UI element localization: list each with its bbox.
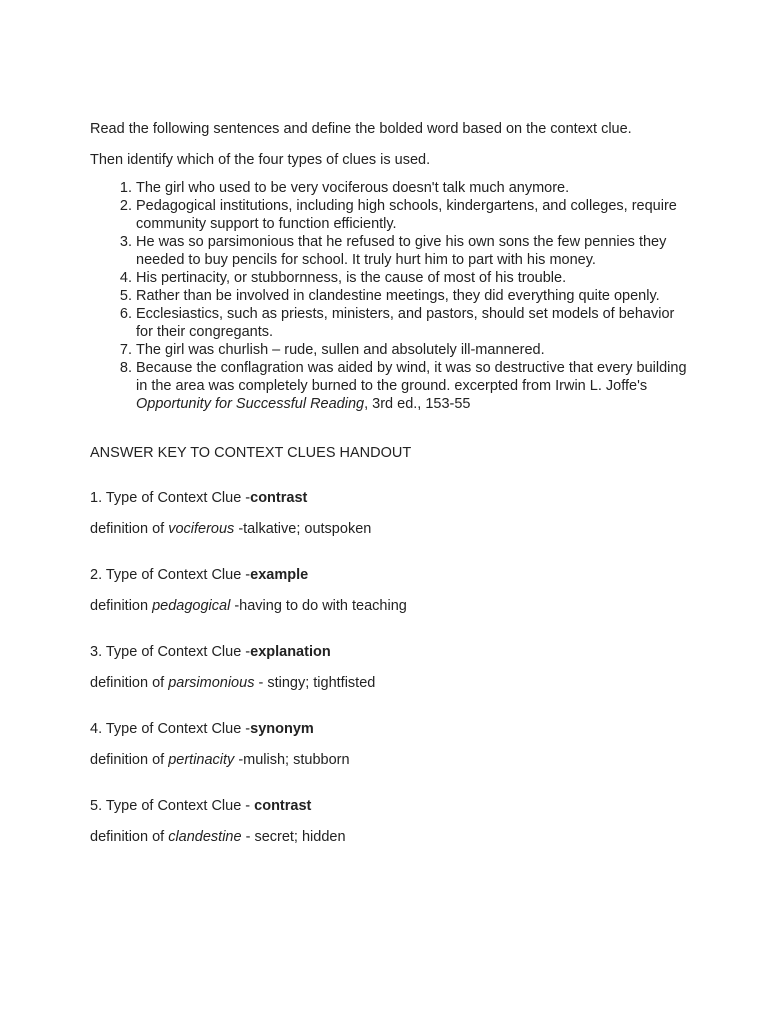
definition-text: -talkative; outspoken [234, 521, 372, 537]
clue-type-line [90, 642, 690, 662]
clue-type: contrast [250, 490, 308, 506]
answer-item [90, 796, 690, 847]
clue-type-line [90, 796, 690, 816]
clue-type-line [90, 565, 690, 585]
sentence-list [90, 179, 690, 413]
definition-line [90, 519, 690, 539]
definition-line [90, 673, 690, 693]
definition-prefix: definition of [90, 521, 169, 537]
vocab-word: pertinacity [168, 752, 235, 768]
sentence-item: 7. The girl was churlish – rude, sullen and absolutely ill-mannered. [136, 341, 690, 359]
definition-text: - secret; hidden [241, 829, 346, 845]
definition-text: - stingy; tightfisted [254, 675, 376, 691]
definition-line [90, 750, 690, 770]
definition-line [90, 596, 690, 616]
clue-type-line [90, 719, 690, 739]
clue-type: explanation [250, 644, 331, 660]
instructions-line-1: Read the following sentences and define the bolded word based on the context clue. [90, 121, 632, 137]
instructions-line-2: Then identify which of the four types of clues is used. [90, 152, 431, 168]
sentence-text: Because the conflagration was aided by wind, it was so destructive that every building in the area was completely burned to the ground. excerpted from Irwin L. Joffe's [136, 360, 687, 394]
answer-item [90, 565, 690, 616]
clue-type-prefix: 1. Type of Context Clue - [90, 490, 251, 506]
definition-prefix: definition of [90, 752, 169, 768]
vocab-word: parsimonious [168, 675, 255, 691]
definition-prefix: definition of [90, 675, 169, 691]
citation-suffix: , 3rd ed., 153-55 [364, 396, 471, 412]
clue-type-prefix: 2. Type of Context Clue - [90, 567, 251, 583]
definition-text: -having to do with teaching [230, 598, 407, 614]
definition-text: -mulish; stubborn [234, 752, 350, 768]
sentence-item: 2. Pedagogical institutions, including high schools, kindergartens, and colleges, require community support to function efficiently. [136, 197, 690, 233]
document-page [90, 119, 690, 847]
definition-prefix: definition of [90, 829, 169, 845]
clue-type: synonym [250, 721, 314, 737]
sentence-item: 3. He was so parsimonious that he refused to give his own sons the few pennies they needed to buy pencils for school. It truly hurt him to part with his money. [136, 233, 690, 269]
clue-type-prefix: 4. Type of Context Clue - [90, 721, 251, 737]
answer-item [90, 488, 690, 539]
book-title: Opportunity for Successful Reading [136, 396, 365, 412]
vocab-word: pedagogical [152, 598, 231, 614]
vocab-word: vociferous [168, 521, 235, 537]
clue-type-line [90, 488, 690, 508]
answer-item [90, 719, 690, 770]
definition-prefix: definition [90, 598, 153, 614]
sentence-item: 6. Ecclesiastics, such as priests, ministers, and pastors, should set models of behavior for their congregants. [136, 305, 690, 341]
clue-type-prefix: 5. Type of Context Clue - [90, 798, 255, 814]
sentence-item: 1. The girl who used to be very vociferous doesn't talk much anymore. [136, 179, 690, 197]
sentence-item: 4. His pertinacity, or stubbornness, is the cause of most of his trouble. [136, 269, 690, 287]
vocab-word: clandestine [168, 829, 242, 845]
definition-line [90, 827, 690, 847]
sentence-item [136, 359, 690, 413]
answer-item [90, 642, 690, 693]
clue-type-prefix: 3. Type of Context Clue - [90, 644, 251, 660]
sentence-item: 5. Rather than be involved in clandestine meetings, they did everything quite openly. [136, 287, 690, 305]
answer-key-heading: ANSWER KEY TO CONTEXT CLUES HANDOUT [90, 445, 412, 461]
clue-type: example [250, 567, 309, 583]
clue-type: contrast [254, 798, 312, 814]
